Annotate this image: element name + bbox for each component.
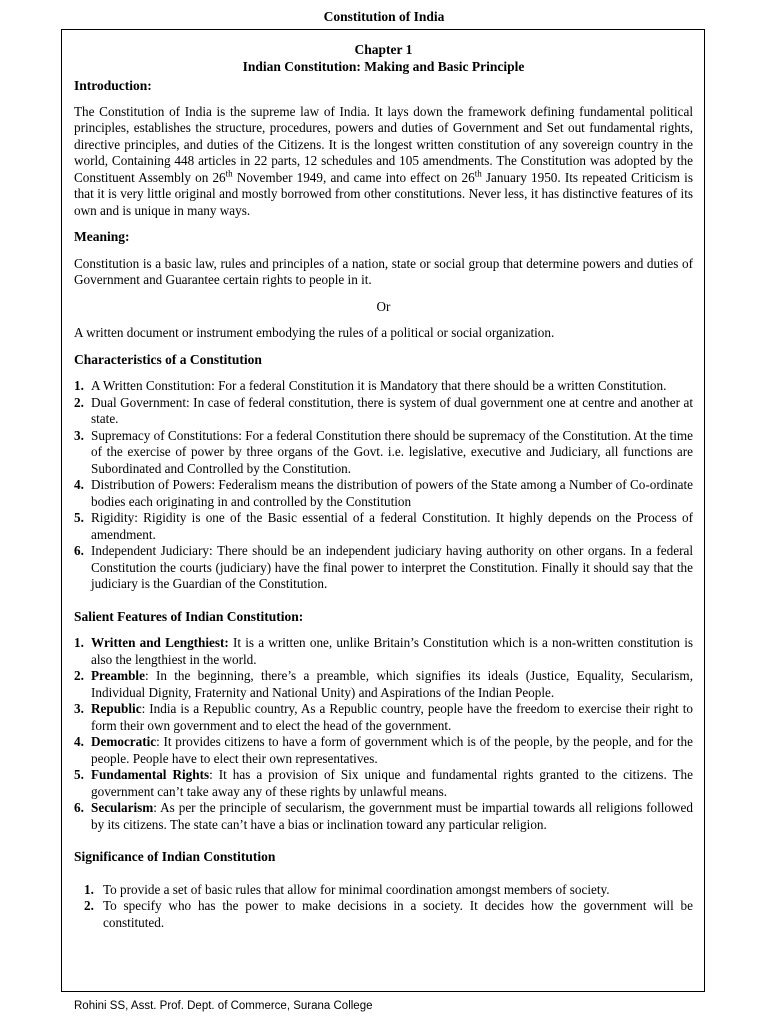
feature-term: Written and Lengthiest: [91,635,229,650]
list-item [74,800,693,833]
page-footer: Rohini SS, Asst. Prof. Dept. of Commerce, Surana College [74,1000,373,1012]
list-number: 2. [74,394,84,410]
chapter-title: Indian Constitution: Making and Basic Principle [242,58,525,74]
intro-text-2: November 1949, and came into effect on 26 [232,169,475,185]
list-number: 4. [74,477,84,492]
list-item [74,395,693,428]
list-number: 2. [84,898,94,913]
salient-features-heading: Salient Features of Indian Constitution: [74,608,304,624]
list-number: 3. [74,701,84,716]
list-text: Independent Judiciary: There should be an independent judiciary having authority on other organs. In a federal Constitution the courts (judiciary) have the final power to interpret the Constitution. Finally it should say that the judiciary is the Guardian of the Constitution. [91,543,693,591]
list-item [74,378,693,395]
characteristics-heading: Characteristics of a Constitution [74,351,262,367]
list-number: 6. [74,543,84,558]
list-number: 6. [74,800,84,815]
list-text: A Written Constitution: For a federal Constitution it is Mandatory that there should be a written Constitution. [91,378,667,393]
feature-term: Fundamental Rights [91,767,210,782]
list-text: : As per the principle of secularism, the government must be impartial towards all religions followed by its citizens. The state can’t have a bias or inclination toward any particular religion. [91,800,693,832]
list-item [74,668,693,701]
feature-term: Republic [91,701,142,716]
intro-text-1: The Constitution of India is the supreme law of India. It lays down the framework defining fundamental political principles, establishes the structure, procedures, powers and duties of Government and Set out fundamental rights, directive principles, and duties of the Citizens. It is the longest written constitution of any sovereign country in the world, Containing 448 articles in 22 parts, 12 schedules and 105 amendments. The Constitution was adopted by the Constituent Assembly on 26 [74,103,693,185]
list-text: Dual Government: In case of federal constitution, there is system of dual government one at centre and another at state. [91,394,693,426]
list-item [74,734,693,767]
feature-term: Preamble [91,668,145,683]
list-text: Supremacy of Constitutions: For a federal Constitution there should be supremacy of the Constitution. At the time of the exercise of power by three organs of the Govt. i.e. legislative, executive and Judiciary, all functions are Subordinated and Controlled by the Constitution. [91,427,693,476]
list-text: To specify who has the power to make decisions in a society. It decides how the government will be constituted. [103,898,693,930]
introduction-paragraph [74,104,693,220]
list-text: : It provides citizens to have a form of government which is of the people, by the people, and for the people. People have to elect their own representatives. [91,734,693,766]
meaning-heading: Meaning: [74,229,130,244]
list-item [74,428,693,478]
list-text: : In the beginning, there’s a preamble, which signifies its ideals (Justice, Equality, Secularism, Individual Dignity, Fraternity and National Unity) and Aspirations of the Indian People. [91,668,693,700]
list-number: 1. [74,378,84,393]
feature-term: Secularism [91,800,154,815]
salient-features-list [74,635,693,833]
list-item [74,701,693,734]
feature-term: Democratic [91,734,157,749]
page-content [74,42,693,931]
chapter-number: Chapter 1 [354,42,413,57]
running-header: Constitution of India [323,9,445,24]
list-number: 5. [74,510,84,525]
list-number: 1. [74,635,84,650]
meaning-or: Or [376,298,391,314]
list-number: 1. [84,881,94,897]
intro-text-3: January 1950. Its repeated Criticism is that it is very little original and mostly borrowed from other constitutions. Never less, it has distinctive features of its own and is unique in many ways. [74,169,693,218]
intro-sup-2: th [474,168,482,179]
meaning-definition-2: A written document or instrument embodying the rules of a political or social organization. [74,325,555,340]
list-number: 3. [74,427,84,443]
meaning-definition-1: Constitution is a basic law, rules and principles of a nation, state or social group that determine powers and duties of Government and Guarantee certain rights to people in it. [74,255,693,287]
list-text: : India is a Republic country, As a Republic country, people have the freedom to exercise their right to form their own government and to elect the head of the government. [91,701,693,733]
list-item [74,510,693,543]
list-item [74,543,693,593]
list-item [74,898,693,931]
introduction-heading: Introduction: [74,78,152,93]
list-item [74,477,693,510]
intro-sup-1: th [225,168,233,179]
list-text: Rigidity: Rigidity is one of the Basic essential of a federal Constitution. It highly depends on the Process of amendment. [91,510,693,542]
significance-list [74,882,693,932]
list-text: : It has a provision of Six unique and fundamental rights granted to the citizens. The government can’t take away any of these rights by unlawful means. [91,767,693,799]
list-text: Distribution of Powers: Federalism means the distribution of powers of the State among a Number of Co-ordinate bodies each originating in and controlled by the Constitution [91,477,693,509]
significance-heading: Significance of Indian Constitution [74,849,276,864]
list-item [74,635,693,668]
list-number: 5. [74,767,84,782]
characteristics-list [74,378,693,593]
list-item [74,767,693,800]
list-number: 2. [74,668,84,683]
list-text: To provide a set of basic rules that allow for minimal coordination amongst members of society. [103,881,610,897]
list-number: 4. [74,734,84,749]
list-item [74,882,693,899]
list-text: It is a written one, unlike Britain’s Constitution which is a non-written constitution is also the lengthiest in the world. [91,635,693,667]
